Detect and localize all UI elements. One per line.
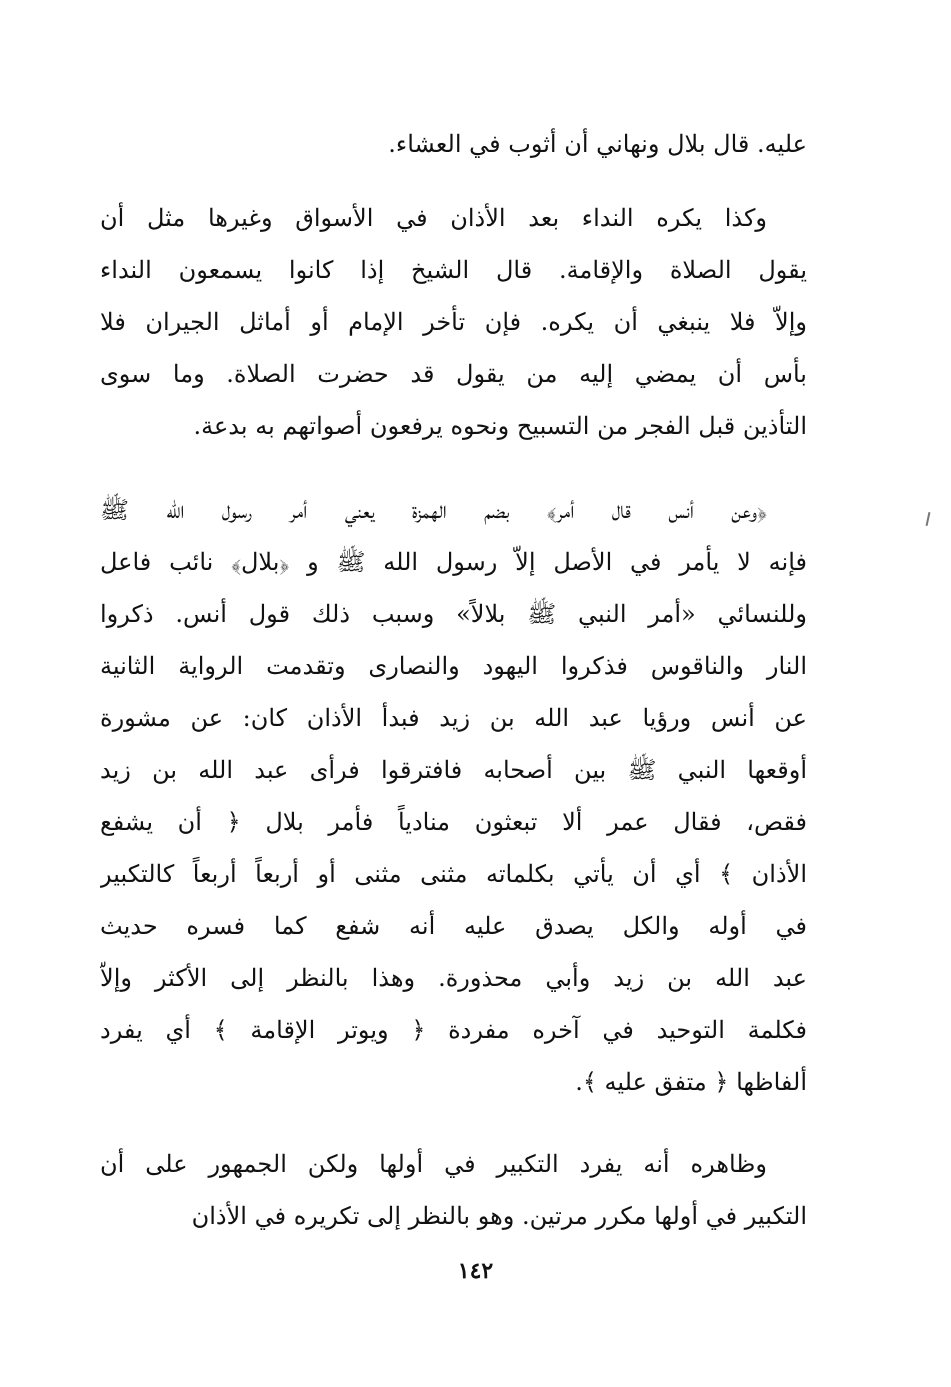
text-line: بأس أن يمضي إليه من يقول قد حضرت الصلاة. وما سوى (100, 360, 807, 388)
text-line: عبد الله بن زيد وأبي محذورة. وهذا بالنظر إلى الأكثر وإلاّ (100, 964, 807, 992)
text-line: عن أنس ورؤيا عبد الله بن زيد فبدأ الأذان كان: عن مشورة (100, 704, 807, 732)
text-line: التكبير في أولها مكرر مرتين. وهو بالنظر إلى تكريره في الأذان (191, 1202, 807, 1230)
paragraph-4 (100, 1138, 807, 1242)
text-line: في أوله والكل يصدق عليه أنه شفع كما فسره حديث (100, 912, 807, 940)
paragraph-2 (100, 192, 807, 452)
text-line: ألفاظها ﴿ متفق عليه ﴾. (575, 1068, 807, 1096)
text-line: فقص، فقال عمر ألا تبعثون منادياً فأمر بلال ﴿ أن يشفع (100, 808, 807, 836)
page-number: ١٤٢ (457, 1258, 494, 1284)
paragraph-1 (100, 118, 807, 170)
text-line: فإنه لا يأمر في الأصل إلاّ رسول الله ﷺ و ﴿بلال﴾ نائب فاعل (100, 548, 807, 576)
paragraph-3 (100, 484, 807, 1108)
margin-mark (926, 512, 931, 526)
text-line: وظاهره أنه يفرد التكبير في أولها ولكن الجمهور على أن (100, 1150, 767, 1178)
text-line: النار والناقوس فذكروا اليهود والنصارى وتقدمت الرواية الثانية (100, 652, 807, 680)
text-line: أوقعها النبي ﷺ بين أصحابه فافترقوا فرأى عبد الله بن زيد (100, 756, 807, 784)
text-line: عليه. قال بلال ونهاني أن أثوب في العشاء. (388, 130, 807, 158)
text-line: ﴿وعن أنس قال أمر﴾ بضم الهمزة يعني أمر رسول الله ﷺ (100, 496, 767, 524)
text-line: فكلمة التوحيد في آخره مفردة ﴿ ويوتر الإقامة ﴾ أي يفرد (100, 1016, 807, 1044)
text-line: وكذا يكره النداء بعد الأذان في الأسواق وغيرها مثل أن (100, 204, 767, 232)
text-line: الأذان ﴾ أي أن يأتي بكلماته مثنى مثنى أو أربعاً أربعاً كالتكبير (100, 860, 807, 888)
text-line: يقول الصلاة والإقامة. قال الشيخ إذا كانوا يسمعون النداء (100, 256, 807, 284)
text-line: التأذين قبل الفجر من التسبيح ونحوه يرفعون أصواتهم به بدعة. (193, 412, 807, 440)
text-line: وإلاّ فلا ينبغي أن يكره. فإن تأخر الإمام أو أماثل الجيران فلا (100, 308, 807, 336)
text-line: وللنسائي «أمر النبي ﷺ بلالاً» وسبب ذلك قول أنس. ذكروا (100, 600, 807, 628)
